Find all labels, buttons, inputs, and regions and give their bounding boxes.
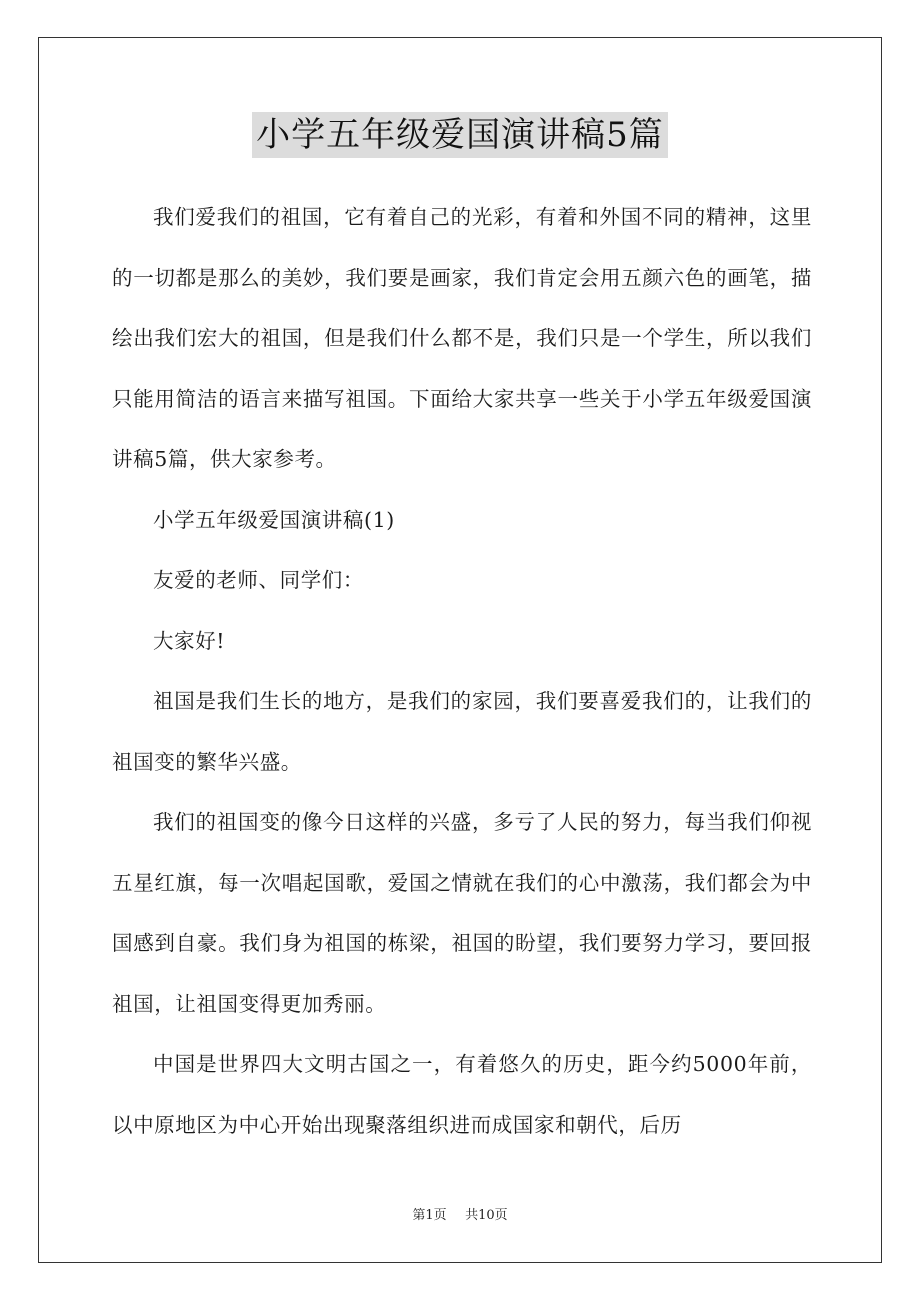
paragraph-body-1: 祖国是我们生长的地方，是我们的家园，我们要喜爱我们的，让我们的祖国变的繁华兴盛。 bbox=[112, 689, 812, 774]
page-number: 第1页 bbox=[412, 1208, 447, 1223]
page-total: 共10页 bbox=[465, 1208, 508, 1223]
paragraph-body-3: 中国是世界四大文明古国之一，有着悠久的历史，距今约5000年前，以中原地区为中心开始出现聚落组织进而成国家和朝代，后历 bbox=[112, 1052, 812, 1137]
title-container bbox=[0, 112, 920, 158]
paragraph-body-2: 我们的祖国变的像今日这样的兴盛，多亏了人民的努力，每当我们仰视五星红旗，每一次唱起国歌，爱国之情就在我们的心中激荡，我们都会为中国感到自豪。我们身为祖国的栋梁，祖国的盼望，我们要努力学习，要回报祖国，让祖国变得更加秀丽。 bbox=[112, 810, 812, 1016]
paragraph-greeting: 大家好! bbox=[153, 628, 226, 653]
paragraph-intro: 我们爱我们的祖国，它有着自己的光彩，有着和外国不同的精神，这里的一切都是那么的美妙，我们要是画家，我们肯定会用五颜六色的画笔，描绘出我们宏大的祖国，但是我们什么都不是，我们只是一个学生，所以我们只能用简洁的语言来描写祖国。下面给大家共享一些关于小学五年级爱国演讲稿5篇，供大家参考。 bbox=[112, 205, 812, 471]
document-title: 小学五年级爱国演讲稿5篇 bbox=[252, 112, 668, 158]
page-footer bbox=[0, 1206, 920, 1226]
paragraph-salutation: 友爱的老师、同学们： bbox=[153, 568, 364, 592]
paragraph-speech-heading: 小学五年级爱国演讲稿(1) bbox=[153, 507, 395, 532]
document-body bbox=[112, 187, 812, 1155]
